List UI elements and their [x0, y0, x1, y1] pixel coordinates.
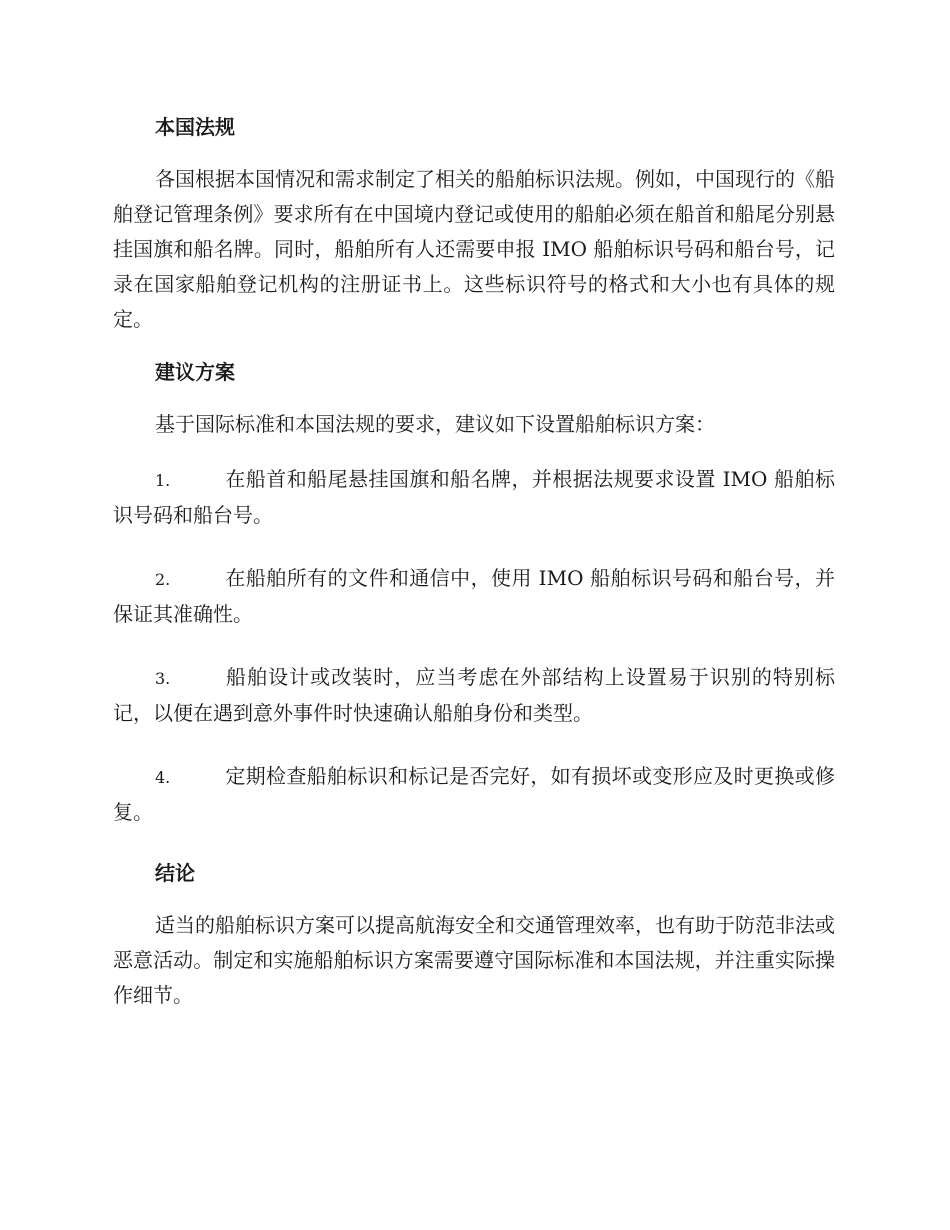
list-item-text: 定期检查船舶标识和标记是否完好，如有损坏或变形应及时更换或修复。	[113, 764, 835, 824]
list-item	[113, 561, 835, 632]
list-number: 1.	[155, 471, 171, 490]
section-heading-conclusion: 结论	[155, 861, 195, 885]
list-item-text: 在船舶所有的文件和通信中，使用 IMO 船舶标识号码和船台号，并保证其准确性。	[113, 566, 835, 626]
section-heading-proposal: 建议方案	[155, 360, 235, 384]
list-item	[113, 660, 835, 731]
list-item-text: 船舶设计或改装时，应当考虑在外部结构上设置易于识别的特别标记，以便在遇到意外事件时快速确认船舶身份和类型。	[113, 665, 835, 725]
section-heading-domestic-regulations: 本国法规	[155, 115, 235, 139]
paragraph-conclusion: 适当的船舶标识方案可以提高航海安全和交通管理效率，也有助于防范非法或恶意活动。制定和实施船舶标识方案需要遵守国际标准和本国法规，并注重实际操作细节。	[113, 913, 835, 1007]
paragraph-proposal-intro: 基于国际标准和本国法规的要求，建议如下设置船舶标识方案：	[155, 412, 715, 436]
list-item-text: 在船首和船尾悬挂国旗和船名牌，并根据法规要求设置 IMO 船舶标识号码和船台号。	[113, 467, 835, 527]
list-number: 4.	[155, 768, 171, 787]
list-item	[113, 462, 835, 533]
paragraph-domestic-regulations: 各国根据本国情况和需求制定了相关的船舶标识法规。例如，中国现行的《船舶登记管理条例》要求所有在中国境内登记或使用的船舶必须在船首和船尾分别悬挂国旗和船名牌。同时，船舶所有人还需要申报 IMO 船舶标识号码和船台号，记录在国家船舶登记机构的注册证书上。这些标识符号的格式和大小也有具体的规定。	[113, 167, 835, 331]
document-page	[113, 112, 835, 1033]
list-number: 3.	[155, 669, 171, 688]
list-item	[113, 759, 835, 830]
list-number: 2.	[155, 570, 171, 589]
